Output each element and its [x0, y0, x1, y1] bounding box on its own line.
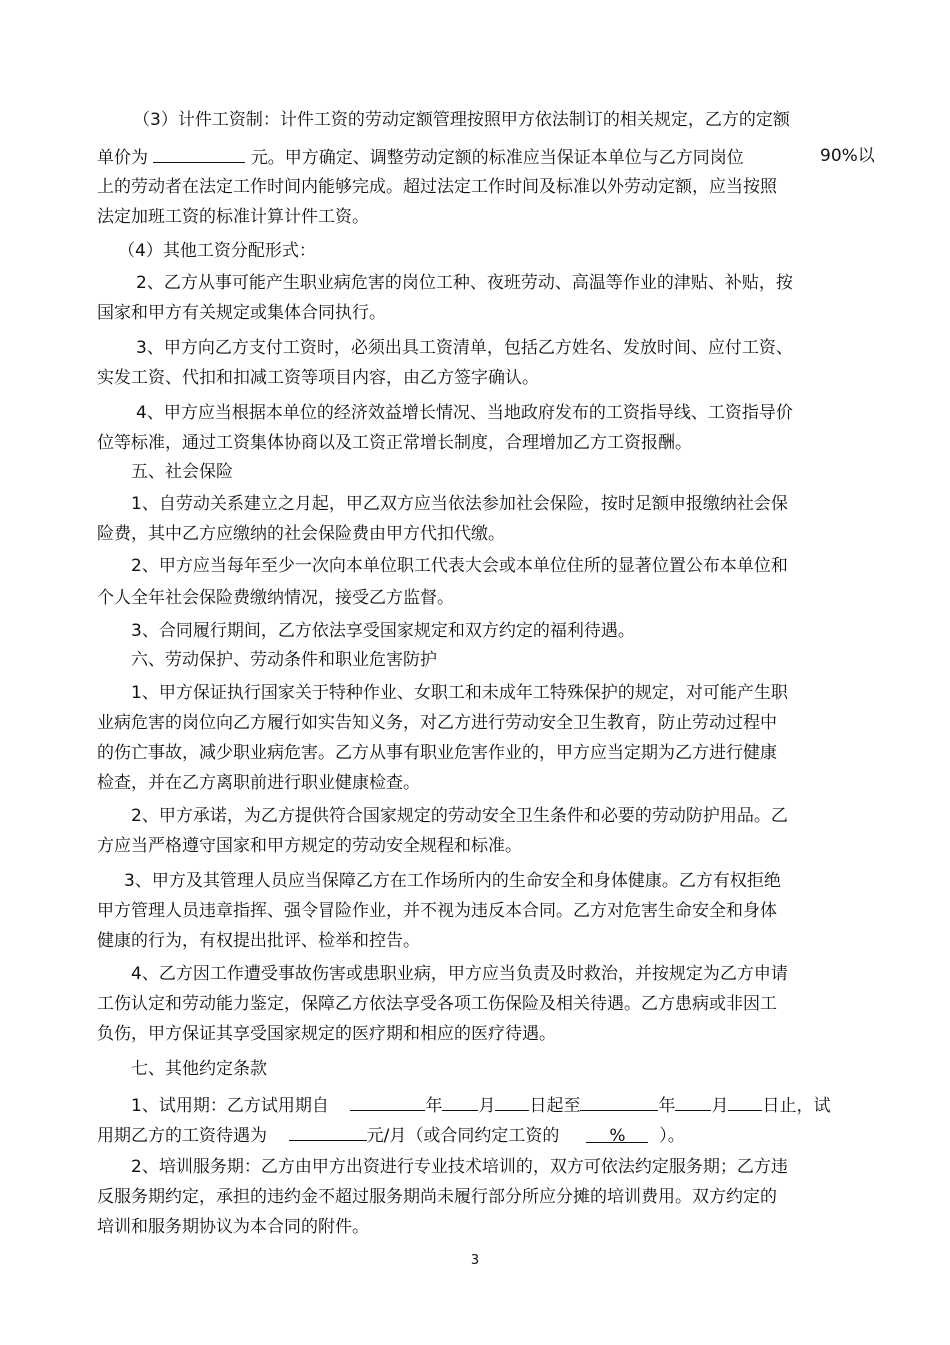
probation-wage-blank[interactable]: [289, 1123, 367, 1141]
section-5-heading: 五、社会保险: [131, 462, 233, 482]
section-7-item-2-line-1: 2、培训服务期：乙方由甲方出资进行专业技术培训的，双方可依法约定服务期；乙方违: [131, 1157, 788, 1177]
section-6-item-1-line-1: 1、甲方保证执行国家关于特种作业、女职工和未成年工特殊保护的规定，对可能产生职: [131, 683, 788, 703]
clause-3-line-4: 法定加班工资的标准计算计件工资。: [97, 207, 369, 227]
page-number: 3: [470, 1253, 480, 1268]
probation-end-year-blank[interactable]: [580, 1093, 658, 1111]
section-7-item-2-line-3: 培训和服务期协议为本合同的附件。: [97, 1217, 369, 1237]
clause-4-heading: （4）其他工资分配形式：: [118, 241, 316, 261]
probation-wage-label: 用期乙方的工资待遇为: [97, 1126, 267, 1146]
item-4-line-2: 位等标准，通过工资集体协商以及工资正常增长制度，合理增加乙方工资报酬。: [97, 433, 692, 453]
section-5-item-1-line-1: 1、自劳动关系建立之月起，甲乙双方应当依法参加社会保险，按时足额申报缴纳社会保: [131, 494, 788, 514]
section-7-item-2-line-2: 反服务期约定，承担的违约金不超过服务期尚未履行部分所应分摊的培训费用。双方约定的: [97, 1187, 777, 1207]
section-6-item-2-line-2: 方应当严格遵守国家和甲方规定的劳动安全规程和标准。: [97, 836, 522, 856]
section-6-item-1-line-2: 业病危害的岗位向乙方履行如实告知义务，对乙方进行劳动安全卫生教育，防止劳动过程中: [97, 713, 777, 733]
section-6-heading: 六、劳动保护、劳动条件和职业危害防护: [131, 650, 437, 670]
probation-label: 1、试用期：乙方试用期自: [131, 1096, 329, 1116]
probation-start-year-blank[interactable]: [350, 1093, 425, 1111]
item-3-line-1: 3、甲方向乙方支付工资时，必须出具工资清单，包括乙方姓名、发放时间、应付工资、: [136, 338, 793, 358]
section-6-item-3-line-1: 3、甲方及其管理人员应当保障乙方在工作场所内的生命安全和身体健康。乙方有权拒绝: [124, 871, 781, 891]
section-6-item-3-line-3: 健康的行为，有权提出批评、检举和控告。: [97, 931, 420, 951]
clause-3-percent: 90%以: [820, 146, 875, 166]
day-label: 日起至: [529, 1096, 581, 1116]
probation-wage-unit: 元/月（或合同约定工资的: [366, 1126, 560, 1146]
year-label: 年: [425, 1096, 443, 1116]
percent-sign: %: [609, 1126, 626, 1146]
section-6-item-4-line-2: 工伤认定和劳动能力鉴定，保障乙方依法享受各项工伤保险及相关待遇。乙方患病或非因工: [97, 994, 777, 1014]
section-5-item-1-line-2: 险费，其中乙方应缴纳的社会保险费由甲方代扣代缴。: [97, 524, 505, 544]
year-label-2: 年: [658, 1096, 676, 1116]
section-6-item-2-line-1: 2、甲方承诺，为乙方提供符合国家规定的劳动安全卫生条件和必要的劳动防护用品。乙: [131, 806, 788, 826]
section-6-item-3-line-2: 甲方管理人员违章指挥、强令冒险作业，并不视为违反本合同。乙方对危害生命安全和身体: [97, 901, 777, 921]
section-7-item-1-line-1: [131, 1093, 830, 1115]
section-6-item-1-line-4: 检查，并在乙方离职前进行职业健康检查。: [97, 773, 420, 793]
probation-percent-blank[interactable]: [586, 1125, 648, 1146]
item-3-line-2: 实发工资、代扣和扣减工资等项目内容，由乙方签字确认。: [97, 368, 539, 388]
end-label: 日止，试: [762, 1096, 831, 1116]
section-5-item-2-line-2: 个人全年社会保险费缴纳情况，接受乙方监督。: [97, 588, 454, 608]
clause-3-text-b: 元。甲方确定、调整劳动定额的标准应当保证本单位与乙方同岗位: [250, 148, 744, 168]
month-label: 月: [478, 1096, 496, 1116]
probation-start-day-blank[interactable]: [495, 1093, 529, 1111]
probation-end-day-blank[interactable]: [728, 1093, 762, 1111]
section-6-item-4-line-3: 负伤，甲方保证其享受国家规定的医疗期和相应的医疗待遇。: [97, 1024, 556, 1044]
item-2-line-2: 国家和甲方有关规定或集体合同执行。: [97, 303, 386, 323]
clause-3-line-3: 上的劳动者在法定工作时间内能够完成。超过法定工作时间及标准以外劳动定额，应当按照: [97, 177, 777, 197]
item-4-line-1: 4、甲方应当根据本单位的经济效益增长情况、当地政府发布的工资指导线、工资指导价: [136, 403, 793, 423]
section-7-heading: 七、其他约定条款: [131, 1059, 267, 1079]
clause-3-line-1: （3）计件工资制：计件工资的劳动定额管理按照甲方依法制订的相关规定，乙方的定额: [133, 110, 790, 130]
section-7-item-1-line-2: [97, 1123, 685, 1145]
section-6-item-1-line-3: 的伤亡事故，减少职业病危害。乙方从事有职业危害作业的，甲方应当定期为乙方进行健康: [97, 743, 777, 763]
section-5-item-3: 3、合同履行期间，乙方依法享受国家规定和双方约定的福利待遇。: [131, 621, 635, 641]
probation-wage-close: ）。: [659, 1126, 685, 1146]
unit-price-blank[interactable]: [153, 145, 245, 163]
section-6-item-4-line-1: 4、乙方因工作遭受事故伤害或患职业病，甲方应当负责及时救治，并按规定为乙方申请: [131, 964, 788, 984]
section-5-item-2-line-1: 2、甲方应当每年至少一次向本单位职工代表大会或本单位住所的显著位置公布本单位和: [131, 556, 788, 576]
probation-start-month-blank[interactable]: [442, 1093, 478, 1111]
clause-3-text-a: 单价为: [97, 148, 148, 168]
probation-end-month-blank[interactable]: [675, 1093, 711, 1111]
month-label-2: 月: [711, 1096, 729, 1116]
clause-3-line-2: [97, 145, 744, 167]
item-2-line-1: 2、乙方从事可能产生职业病危害的岗位工种、夜班劳动、高温等作业的津贴、补贴，按: [136, 273, 793, 293]
